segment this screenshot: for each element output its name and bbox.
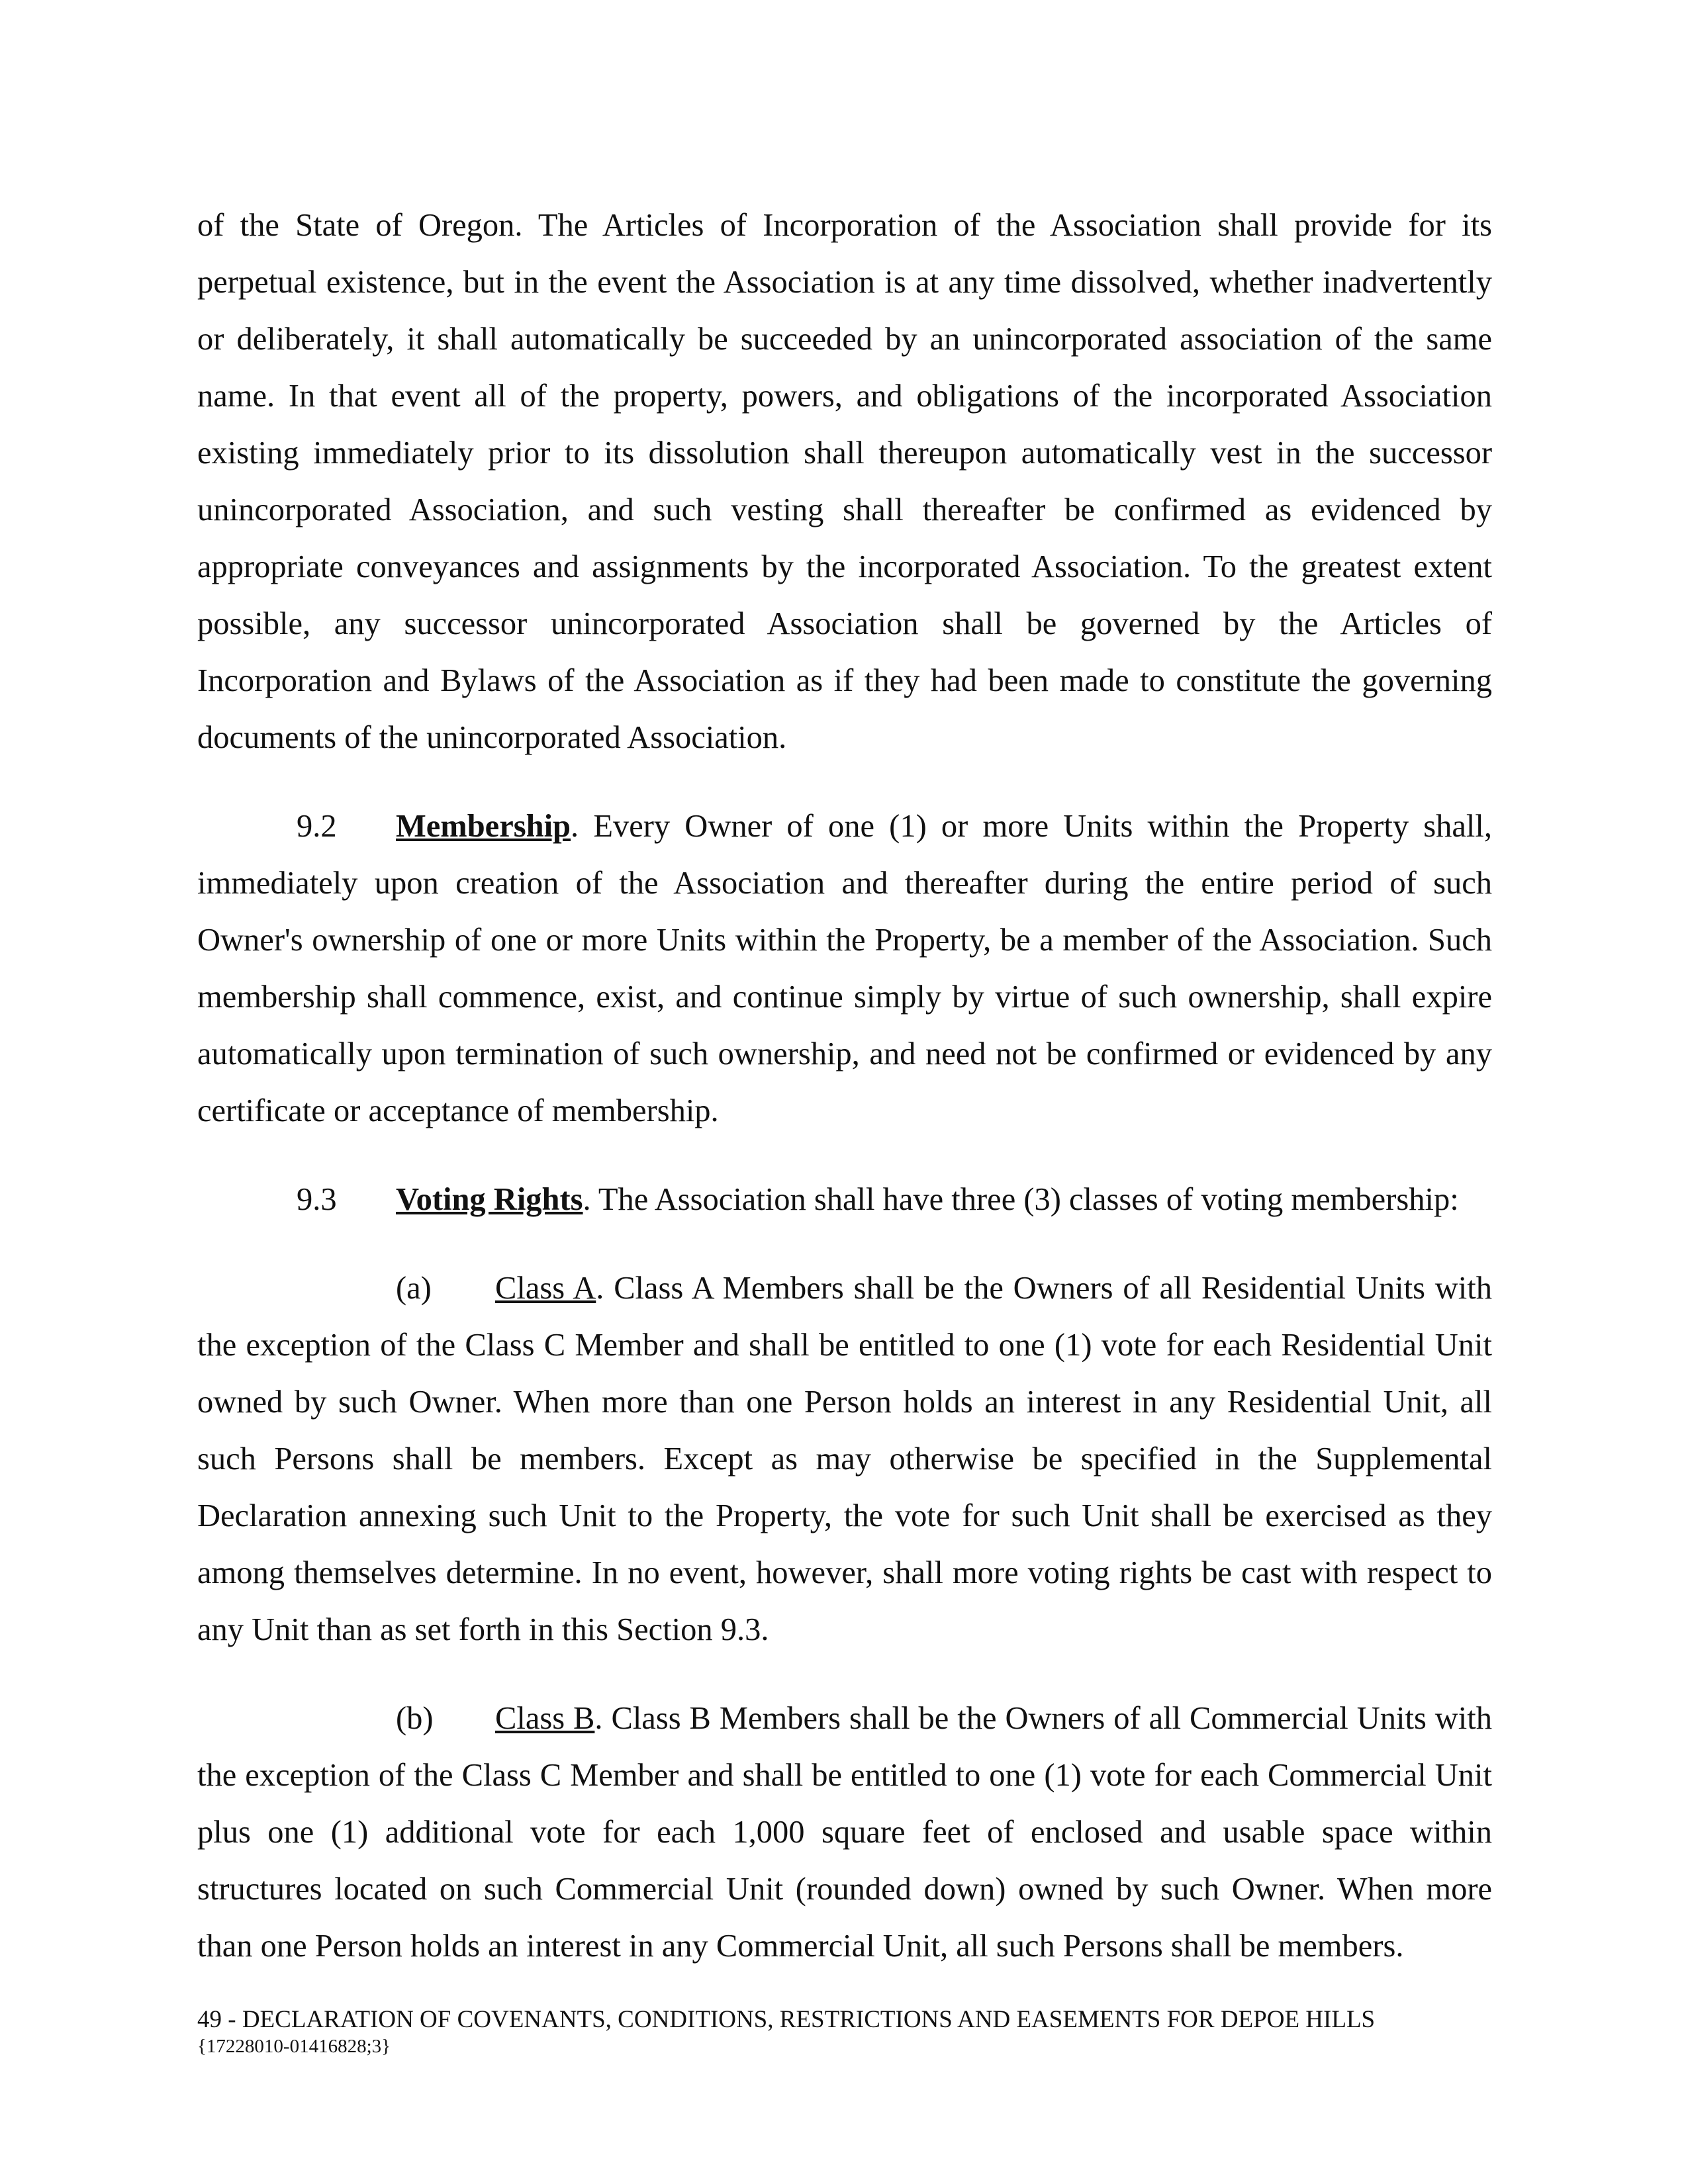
section-9-3-paragraph xyxy=(197,1171,1492,1228)
page-footer xyxy=(197,2005,1492,2058)
page-body xyxy=(197,197,1492,1975)
subsection-label: (a) xyxy=(396,1271,432,1306)
section-9-2-paragraph xyxy=(197,798,1492,1140)
footer-title: 49 - DECLARATION OF COVENANTS, CONDITIONS, RESTRICTIONS AND EASEMENTS FOR DEPOE HILLS xyxy=(197,2006,1376,2033)
section-text: . The Association shall have three (3) classes of voting membership: xyxy=(583,1182,1459,1217)
class-b-paragraph xyxy=(197,1690,1492,1975)
subsection-heading: Class A xyxy=(495,1271,596,1306)
section-number: 9.2 xyxy=(297,809,337,844)
subsection-label: (b) xyxy=(396,1701,434,1736)
section-text: . Every Owner of one (1) or more Units within the Property shall, immediately upon creation of the Association and thereafter during the entire period of such Owner's ownership of one or more Units within the Property, be a member of the Association. Such membership shall commence, exist, and continue simply by virtue of such ownership, shall expire automatically upon termination of such ownership, and need not be confirmed or evidenced by any certificate or acceptance of membership. xyxy=(197,809,1492,1128)
section-number: 9.3 xyxy=(297,1182,337,1217)
subsection-heading: Class B xyxy=(495,1701,595,1736)
subsection-text: . Class A Members shall be the Owners of all Residential Units with the exception of the Class C Member and shall be entitled to one (1) vote for each Residential Unit owned by such Owner. When more than one Person holds an interest in any Residential Unit, all such Persons shall be members. Except as may otherwise be specified in the Supplemental Declaration annexing such Unit to the Property, the vote for such Unit shall be exercised as they among themselves determine. In no event, however, shall more voting rights be cast with respect to any Unit than as set forth in this Section 9.3. xyxy=(197,1271,1492,1647)
section-heading: Membership xyxy=(396,809,571,844)
intro-paragraph: of the State of Oregon. The Articles of Incorporation of the Association shall provide for its perpetual existence, but in the event the Association is at any time dissolved, whether inadvertently or deliberately, it shall automatically be succeeded by an unincorporated association of the same name. In that event all of the property, powers, and obligations of the incorporated Association existing immediately prior to its dissolution shall thereupon automatically vest in the successor unincorporated Association, and such vesting shall thereafter be confirmed as evidenced by appropriate conveyances and assignments by the incorporated Association. To the greatest extent possible, any successor unincorporated Association shall be governed by the Articles of Incorporation and Bylaws of the Association as if they had been made to constitute the governing documents of the unincorporated Association. xyxy=(197,208,1492,755)
document-reference: {17228010-01416828;3} xyxy=(197,2036,391,2057)
section-heading: Voting Rights xyxy=(396,1182,583,1217)
subsection-text: . Class B Members shall be the Owners of all Commercial Units with the exception of the Class C Member and shall be entitled to one (1) vote for each Commercial Unit plus one (1) additional vote for each 1,000 square feet of enclosed and usable space within structures located on such Commercial Unit (rounded down) owned by such Owner. When more than one Person holds an interest in any Commercial Unit, all such Persons shall be members. xyxy=(197,1701,1492,1964)
class-a-paragraph xyxy=(197,1260,1492,1659)
